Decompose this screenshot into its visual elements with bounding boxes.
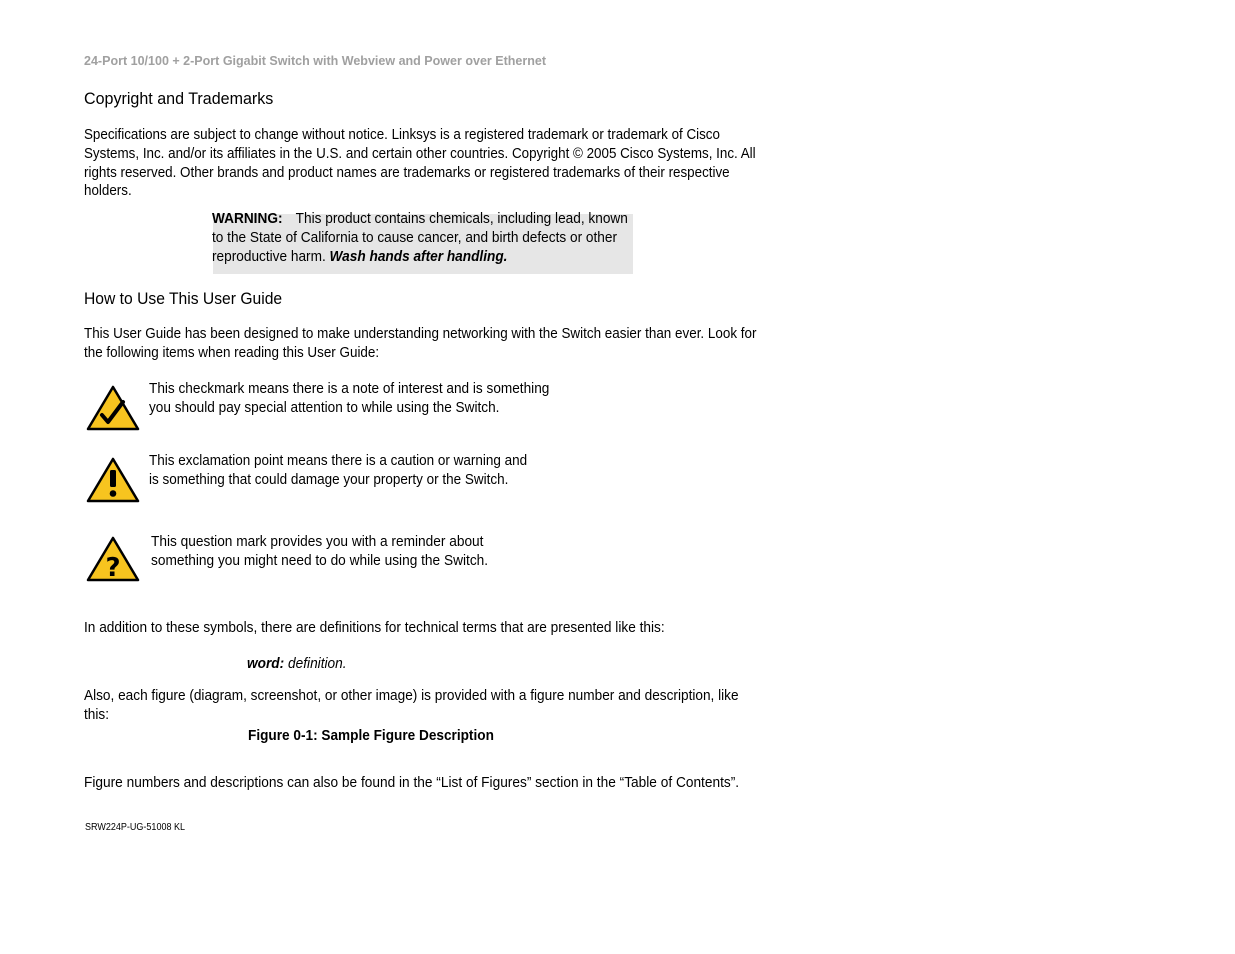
warning-label: WARNING: [212, 211, 283, 227]
copyright-line: Systems, Inc. and/or its affiliates in the U.S. and certain other countries. Copyright © 2005 Cisco Systems, Inc. All [84, 145, 756, 162]
running-header: 24-Port 10/100 + 2-Port Gigabit Switch with Webview and Power over Ethernet [84, 53, 547, 68]
definitions-intro: In addition to these symbols, there are definitions for technical terms that are presented like this: [84, 620, 665, 636]
term-example [247, 656, 347, 672]
copyright-line: Specifications are subject to change without notice. Linksys is a registered trademark or trademark of Cisco [84, 127, 720, 143]
figure-intro [84, 687, 739, 725]
guide-heading: How to Use This User Guide [84, 289, 283, 308]
caption-line: This checkmark means there is a note of interest and is something [149, 381, 550, 397]
copyright-heading: Copyright and Trademarks [84, 89, 274, 108]
figure-outro: Figure numbers and descriptions can also be found in the “List of Figures” section in the “Table of Contents”. [84, 775, 740, 791]
copyright-paragraph [84, 126, 756, 201]
checkmark-icon [85, 384, 141, 432]
copyright-line: rights reserved. Other brands and product names are trademarks or registered trademarks of their respective [84, 164, 730, 181]
guide-intro-line: the following items when reading this User Guide: [84, 344, 380, 361]
svg-text:?: ? [105, 553, 121, 583]
caption-line: This question mark provides you with a reminder about [151, 534, 484, 550]
warning-emphasis: Wash hands after handling. [329, 249, 508, 265]
caption-line: This exclamation point means there is a caution or warning and [149, 453, 528, 469]
term-word: word: [247, 656, 285, 672]
guide-intro [84, 325, 756, 363]
warning-text [212, 210, 628, 267]
figure-intro-line: Also, each figure (diagram, screenshot, or other image) is provided with a figure number and description, like [84, 688, 739, 704]
exclamation-icon [85, 456, 141, 504]
term-definition: definition. [288, 656, 347, 672]
figure-intro-line: this: [84, 706, 109, 723]
caption-line: something you might need to do while using the Switch. [151, 553, 489, 569]
warning-line: This product contains chemicals, including lead, known [295, 211, 628, 227]
checkmark-caption [149, 380, 549, 418]
copyright-line: holders. [84, 183, 132, 200]
question-mark-icon [85, 535, 141, 583]
figure-caption: Figure 0-1: Sample Figure Description [248, 728, 494, 744]
question-mark-caption [151, 533, 488, 571]
guide-intro-line: This User Guide has been designed to make understanding networking with the Switch easier than ever. Look for [84, 326, 757, 342]
exclamation-caption [149, 452, 527, 490]
warning-line: reproductive harm. [212, 249, 326, 265]
caption-line: is something that could damage your property or the Switch. [149, 472, 509, 488]
footer-code: SRW224P-UG-51008 KL [85, 822, 185, 833]
caption-line: you should pay special attention to while using the Switch. [149, 400, 500, 416]
warning-line: to the State of California to cause cancer, and birth defects or other [212, 230, 618, 246]
